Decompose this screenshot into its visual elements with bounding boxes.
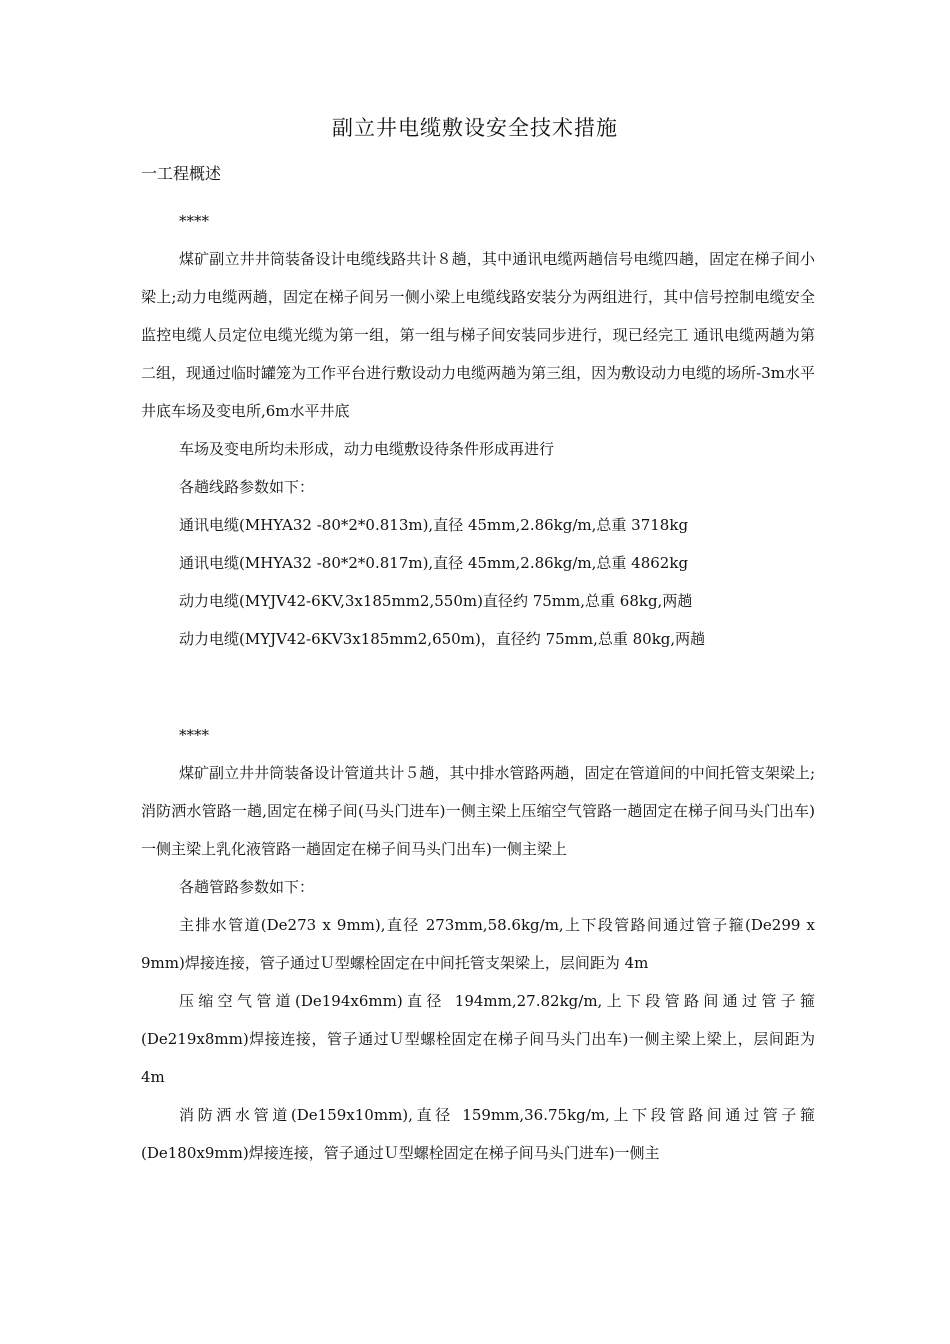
pipe-section xyxy=(141,716,815,1172)
section-marker: **** xyxy=(179,212,209,230)
cable-spec: 通讯电缆(MHYA32 -80*2*0.817m),直径 45mm,2.86kg/m,总重 4862kg xyxy=(179,554,689,572)
document-title: 副立井电缆敷设安全技术措施 xyxy=(332,116,618,140)
pipe-spec: 主排水管道(De273 x 9mm),直径 273mm,58.6kg/m,上下段管路间通过管子箍(De299 x 9mm)焊接连接，管子通过Ｕ型螺栓固定在中间托管支架梁上，层间距为 4m xyxy=(141,916,815,972)
section-marker: **** xyxy=(179,726,209,744)
paragraph: 煤矿副立井井筒装备设计电缆线路共计８趟，其中通讯电缆两趟信号电缆四趟，固定在梯子间小梁上;动力电缆两趟，固定在梯子间另一侧小梁上电缆线路安装分为两组进行，其中信号控制电缆安全监控电缆人员定位电缆光缆为第一组，第一组与梯子间安装同步进行，现已经完工 通讯电缆两趟为第二组，现通过临时罐笼为工作平台进行敷设动力电缆两趟为第三组，因为敷设动力电缆的场所-3m水平井底车场及变电所,6m水平井底 xyxy=(141,250,815,420)
cable-spec: 动力电缆(MYJV42-6KV,3x185mm2,550m)直径约 75mm,总重 68kg,两趟 xyxy=(179,592,693,610)
pipe-spec: 消防洒水管道(De159x10mm),直径 159mm,36.75kg/m,上下段管路间通过管子箍(De180x9mm)焊接连接，管子通过Ｕ型螺栓固定在梯子间马头门进车)一侧主 xyxy=(141,1106,815,1162)
cable-spec: 动力电缆(MYJV42-6KV3x185mm2,650m)，直径约 75mm,总重 80kg,两趟 xyxy=(179,630,706,648)
paragraph: 煤矿副立井井筒装备设计管道共计５趟，其中排水管路两趟，固定在管道间的中间托管支架梁上;消防洒水管路一趟,固定在梯子间(马头门进车)一侧主梁上压缩空气管路一趟固定在梯子间马头门出车)一侧主梁上乳化液管路一趟固定在梯子间马头门出车)一侧主梁上 xyxy=(141,764,815,858)
paragraph: 车场及变电所均未形成，动力电缆敷设待条件形成再进行 xyxy=(179,440,555,458)
cable-section xyxy=(141,202,815,658)
section-heading: 一工程概述 xyxy=(141,164,222,183)
paragraph: 各趟管路参数如下： xyxy=(179,878,315,896)
paragraph: 各趟线路参数如下： xyxy=(179,478,315,496)
cable-spec: 通讯电缆(MHYA32 -80*2*0.813m),直径 45mm,2.86kg/m,总重 3718kg xyxy=(179,516,689,534)
pipe-spec: 压缩空气管道(De194x6mm)直径 194mm,27.82kg/m,上下段管路间通过管子箍(De219x8mm)焊接连接，管子通过Ｕ型螺栓固定在梯子间马头门出车)一侧主梁上梁上，层间距为 4m xyxy=(141,992,815,1086)
